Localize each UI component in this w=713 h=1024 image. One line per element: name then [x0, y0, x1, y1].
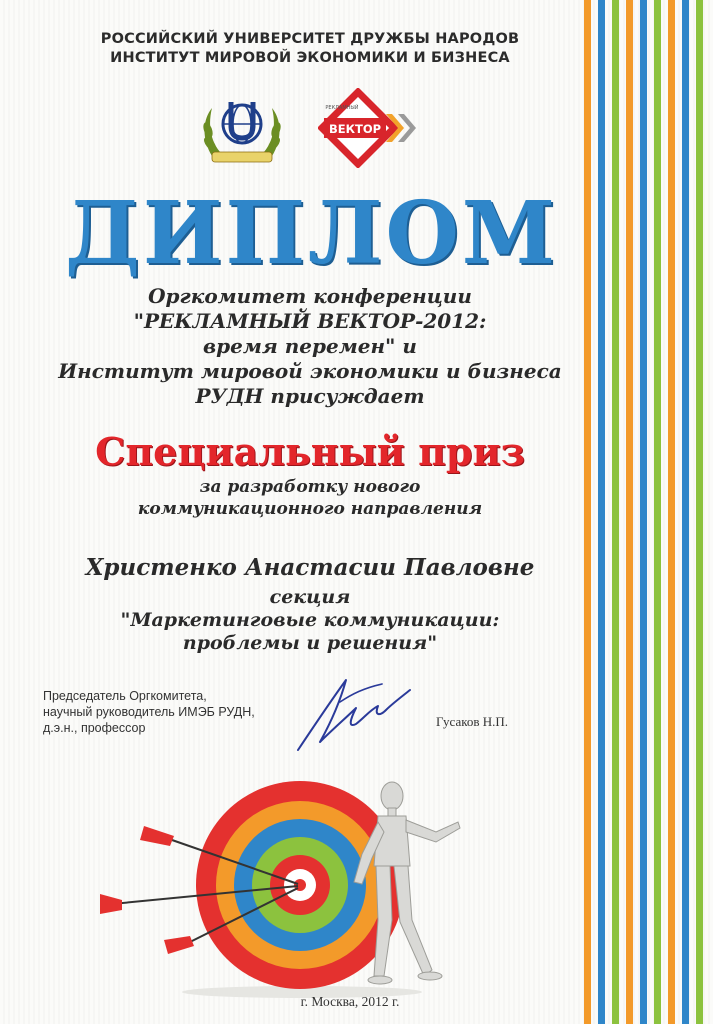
decorative-stripes [582, 0, 713, 1024]
chairman-title-line: Председатель Оргкомитета, [43, 689, 207, 703]
award-statement-line: время перемен" и [203, 334, 417, 358]
vektor-logo-small-text: РЕКЛАМНЫЙ [325, 105, 359, 111]
rudn-university-emblem-icon [198, 90, 286, 172]
stripe-blue [640, 0, 647, 1024]
reklamny-vektor-logo-icon [318, 88, 418, 168]
stripe-orange [626, 0, 633, 1024]
stripe-green [612, 0, 619, 1024]
signer-name: Гусаков Н.П. [436, 714, 509, 729]
target-with-arrows-and-mannequin-icon [92, 770, 492, 1000]
stripe-orange [584, 0, 591, 1024]
stripe-blue [598, 0, 605, 1024]
section-line: проблемы и решения" [182, 632, 438, 654]
chairman-title [43, 688, 313, 736]
award-statement [20, 284, 600, 409]
prize-description-line: коммуникационного направления [137, 499, 483, 519]
prize-description [40, 476, 580, 520]
chairman-title-line: д.э.н., профессор [43, 721, 146, 735]
prize-title: Специальный приз [95, 429, 525, 474]
stripe-blue [682, 0, 689, 1024]
conference-section [30, 586, 590, 655]
section-line: секция [269, 586, 351, 608]
city-and-date: г. Москва, 2012 г. [300, 994, 400, 1009]
award-statement-line: Оргкомитет конференции [148, 284, 472, 308]
vektor-logo-text: ВЕКТОР [328, 122, 382, 136]
award-statement-line: Институт мировой экономики и бизнеса [58, 359, 562, 383]
stripe-orange [668, 0, 675, 1024]
section-line: "Маркетинговые коммуникации: [120, 609, 500, 631]
institution-header [40, 30, 580, 68]
award-statement-line: "РЕКЛАМНЫЙ ВЕКТОР-2012: [133, 309, 487, 333]
recipient-name: Христенко Анастасии Павловне [85, 554, 535, 581]
prize-description-line: за разработку нового [199, 477, 421, 497]
award-statement-line: РУДН присуждает [195, 384, 425, 408]
university-name: РОССИЙСКИЙ УНИВЕРСИТЕТ ДРУЖБЫ НАРОДОВ [100, 31, 520, 47]
institute-name: ИНСТИТУТ МИРОВОЙ ЭКОНОМИКИ И БИЗНЕСА [110, 50, 510, 66]
handwritten-signature-icon [290, 672, 420, 754]
chairman-title-line: научный руководитель ИМЭБ РУДН, [43, 705, 255, 719]
diploma-title: ДИПЛОМ [65, 183, 559, 284]
stripe-green [696, 0, 703, 1024]
stripe-green [654, 0, 661, 1024]
